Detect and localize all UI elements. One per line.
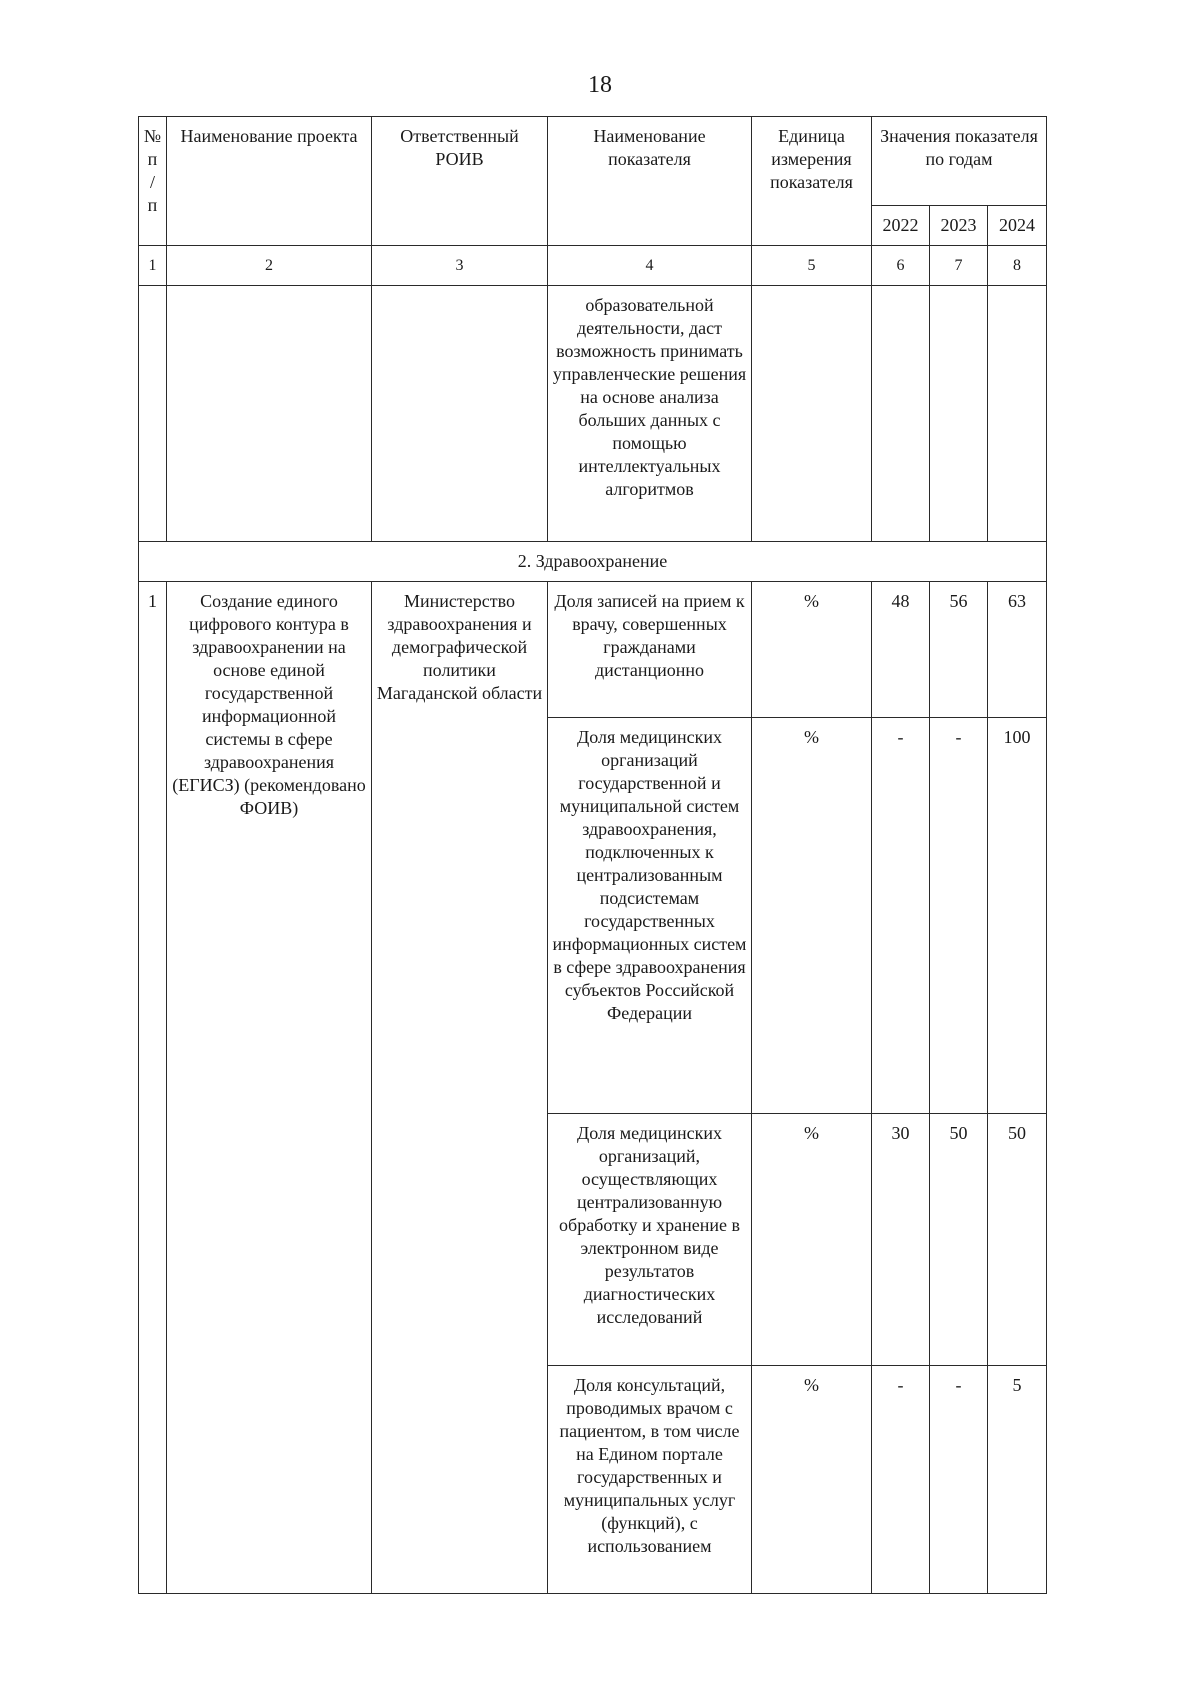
header-values-by-year: Значения показателя по годам [872,117,1047,206]
header-responsible: Ответственный РОИВ [372,117,548,246]
value-2022: - [872,718,930,1114]
column-number: 4 [548,246,752,286]
value-2024: 100 [988,718,1047,1114]
page-number: 18 [588,72,612,98]
indicator-name: Доля медицинских организаций, осуществляющих централизованную обработку и хранение в электронном виде результатов диагностических исследований [548,1114,752,1366]
indicator-name: Доля записей на прием к врачу, совершенных гражданами дистанционно [548,582,752,718]
column-number: 2 [167,246,372,286]
header-number: № п / п [139,117,167,246]
empty-cell [139,286,167,542]
column-number: 8 [988,246,1047,286]
indicators-table [138,116,1047,1594]
empty-cell [752,286,872,542]
value-2022: 48 [872,582,930,718]
value-2023: 56 [930,582,988,718]
value-2023: - [930,1366,988,1594]
value-2024: 50 [988,1114,1047,1366]
empty-cell [988,286,1047,542]
section-row [139,542,1047,582]
header-year-2024: 2024 [988,206,1047,246]
indicator-row [139,582,1047,718]
value-2022: - [872,1366,930,1594]
indicator-unit: % [752,582,872,718]
continuation-indicator: образовательной деятельности, даст возможность принимать управленческие решения на основе анализа больших данных с помощью интеллектуальных алгоритмов [548,286,752,542]
column-number: 3 [372,246,548,286]
empty-cell [167,286,372,542]
header-year-2023: 2023 [930,206,988,246]
header-unit: Единица измерения показателя [752,117,872,246]
header-year-2022: 2022 [872,206,930,246]
header-row [139,117,1047,206]
empty-cell [872,286,930,542]
responsible-roiv: Министерство здравоохранения и демографической политики Магаданской области [372,582,548,1594]
empty-cell [372,286,548,542]
indicator-unit: % [752,718,872,1114]
header-indicator-name: Наименование показателя [548,117,752,246]
column-number: 1 [139,246,167,286]
column-numbers-row [139,246,1047,286]
value-2023: - [930,718,988,1114]
project-name: Создание единого цифрового контура в здравоохранении на основе единой государственной информационной системы в сфере здравоохранения (ЕГИСЗ) (рекомендовано ФОИВ) [167,582,372,1594]
continuation-row [139,286,1047,542]
empty-cell [930,286,988,542]
indicator-unit: % [752,1366,872,1594]
section-title: 2. Здравоохранение [139,542,1047,582]
indicator-name: Доля консультаций, проводимых врачом с пациентом, в том числе на Едином портале государственных и муниципальных услуг (функций), с использованием [548,1366,752,1594]
value-2024: 63 [988,582,1047,718]
header-project-name: Наименование проекта [167,117,372,246]
indicator-name: Доля медицинских организаций государственной и муниципальной систем здравоохранения, подключенных к централизованным подсистемам государственных информационных систем в сфере здравоохранения субъектов Российской Федерации [548,718,752,1114]
column-number: 5 [752,246,872,286]
value-2024: 5 [988,1366,1047,1594]
column-number: 6 [872,246,930,286]
value-2023: 50 [930,1114,988,1366]
project-number: 1 [139,582,167,1594]
value-2022: 30 [872,1114,930,1366]
indicator-unit: % [752,1114,872,1366]
column-number: 7 [930,246,988,286]
